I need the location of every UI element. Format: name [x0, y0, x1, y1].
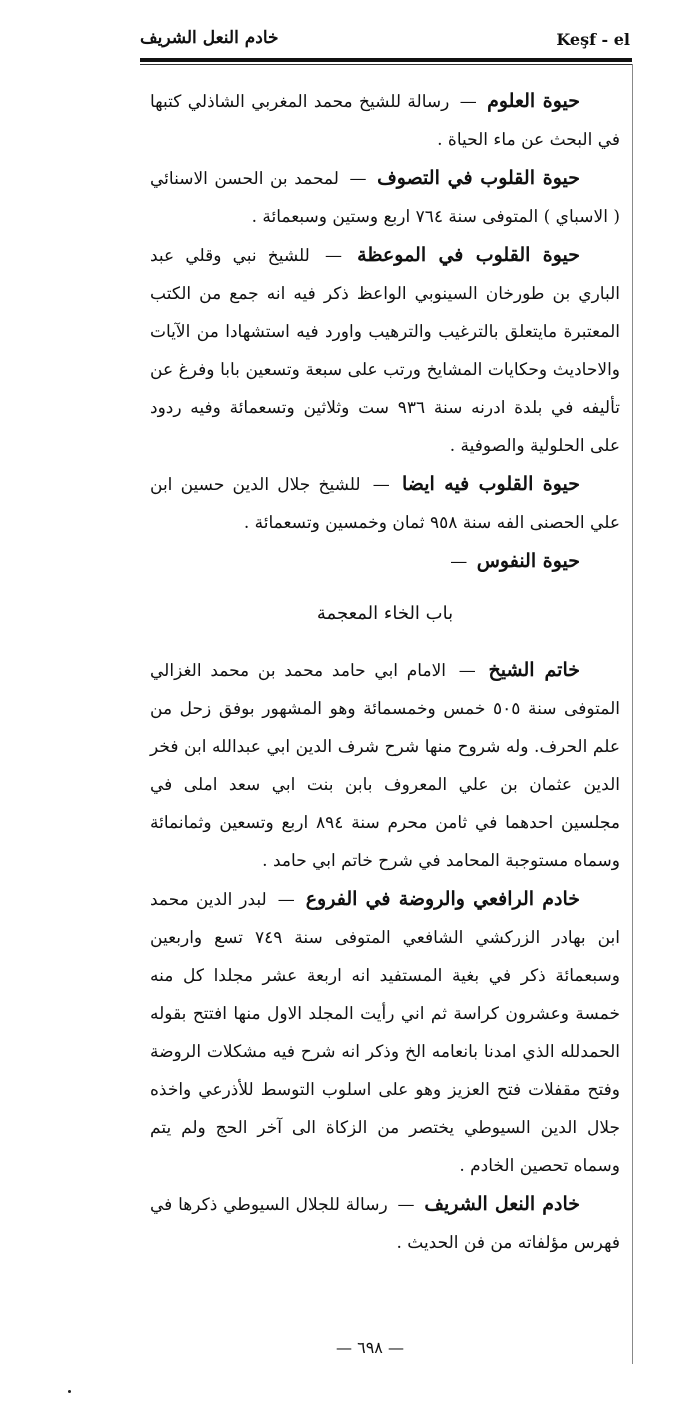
running-head-arabic: خادم النعل الشريف: [140, 28, 279, 48]
section-title: باب الخاء المعجمة: [316, 603, 454, 624]
stray-dot: [68, 1390, 71, 1393]
entry-dash: —: [349, 169, 367, 189]
running-head: [140, 30, 630, 56]
entry: [150, 880, 620, 1185]
entry-text: لمحمد بن الحسن الاسنائي ( الاسباي ) المتوفى سنة ٧٦٤ اربع وستين وسبعمائة .: [150, 169, 620, 227]
entry-dash: —: [458, 661, 476, 681]
entry: [150, 651, 620, 880]
entry-text: للشيخ نبي وقلي عبد الباري بن طورخان السينوبي الواعظ ذكر فيه انه جمع من الكتب المعتبرة مايتعلق بالترغيب والترهيب واورد فيه استشهادا من الآيات والاحاديث وحكايات المشايخ ورتب على سبعة وتسعين بابا وفرغ عن تأليفه في بلدة ادرنه سنة ٩٣٦ ست وثلاثين وتسعمائة وفيه ردود على الحلولية والصوفية .: [150, 246, 620, 456]
entry: [150, 82, 620, 159]
running-head-latin: Keşf - el: [556, 30, 630, 49]
header-rule-thin: [140, 64, 632, 65]
entry-dash: —: [397, 1195, 415, 1215]
entry-text: للشيخ جلال الدين حسين ابن علي الحصنى الفه سنة ٩٥٨ ثمان وخمسين وتسعمائة .: [150, 475, 620, 533]
entry-heading: حيوة العلوم: [487, 90, 580, 112]
margin-line: [632, 64, 633, 1364]
entry-dash: —: [372, 475, 390, 495]
entry: [150, 1185, 620, 1262]
entry: [150, 465, 620, 542]
entry-dash: —: [459, 92, 477, 112]
entry-heading: حيوة القلوب في الموعظة: [357, 244, 580, 266]
entry: [150, 159, 620, 236]
entry-heading: خادم الرافعي والروضة في الفروع: [305, 888, 580, 910]
entry-dash: —: [277, 890, 295, 910]
entry-text: رسالة للشيخ محمد المغربي الشاذلي كتبها في البحث عن ماء الحياة .: [150, 92, 620, 150]
header-rule-thick: [140, 58, 632, 62]
entry-dash: —: [450, 552, 468, 572]
entry-text: الامام ابي حامد محمد بن محمد الغزالي المتوفى سنة ٥٠٥ خمس وخمسمائة وهو المشهور بوفق زحل من علم الحرف. وله شروح منها شرح شرف الدين ابي عبدالله ابن فخر الدين عثمان بن علي المعروف بابن بنت ابي سعد املى في مجلسين احدهما في ثامن محرم سنة ٨٩٤ اربع وتسعين وثمانمائة وسماه مستوجبة المحامد في شرح خاتم ابي حامد .: [150, 661, 620, 871]
entry-heading: خاتم الشيخ: [488, 659, 580, 681]
entry-text: لبدر الدين محمد ابن بهادر الزركشي الشافعي المتوفى سنة ٧٤٩ تسع واربعين وسبعمائة ذكر في بغية المستفيد انه اربعة عشر مجلدا كل منه خمسة وعشرون كراسة ثم اني رأيت المجلد الاول منها افتتح بقوله الحمدلله الذي امدنا بانعامه الخ وذكر انه شرح فيه مشكلات الروضة وفتح مقفلات فتح العزيز وهو على اسلوب التوسط للأذرعي واخذه جلال الدين السيوطي يختصر من الزكاة الى آخر الحج ولم يتم وسماه تحصين الخادم .: [150, 890, 620, 1176]
entry-heading: حيوة القلوب في التصوف: [377, 167, 580, 189]
entry-dash: —: [325, 246, 342, 266]
entry-heading: حيوة النفوس: [476, 550, 580, 572]
entry: [150, 542, 620, 581]
entry: [150, 236, 620, 465]
entry-text: رسالة للجلال السيوطي ذكرها في فهرس مؤلفاته من فن الحديث .: [150, 1195, 620, 1253]
entry-heading: حيوة القلوب فيه ايضا: [402, 473, 581, 495]
entry-heading: خادم النعل الشريف: [424, 1193, 580, 1215]
page-number: — ٦٩٨ —: [336, 1338, 404, 1357]
body-text: [150, 82, 620, 1262]
